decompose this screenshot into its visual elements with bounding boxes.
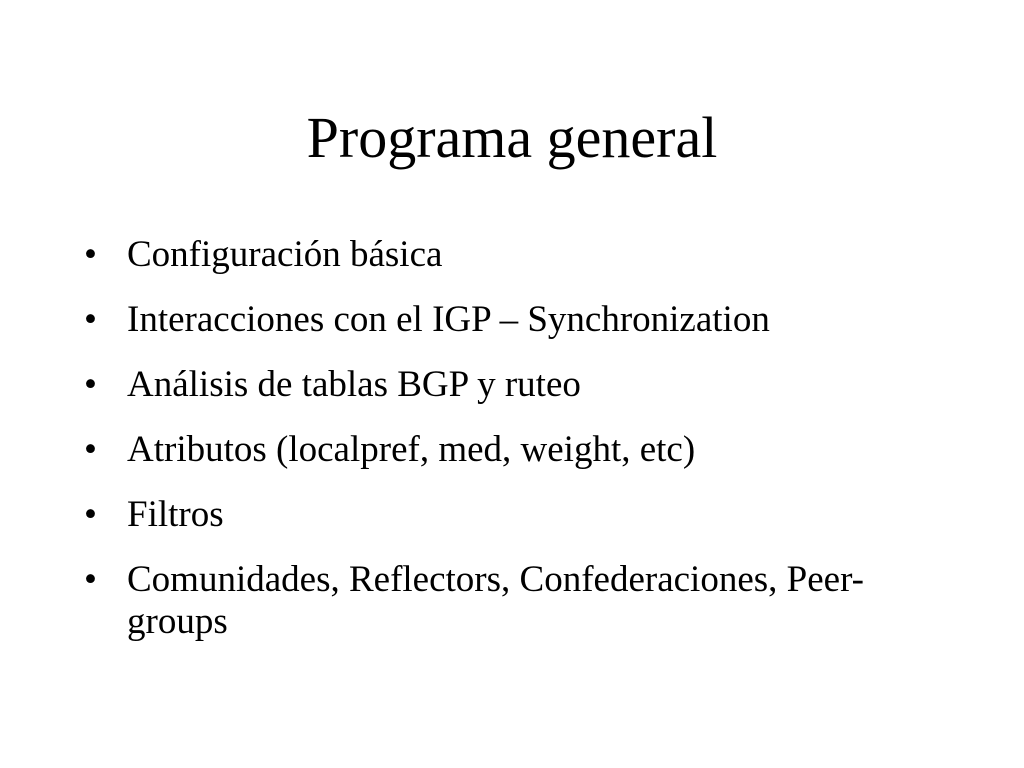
list-item [84, 494, 964, 536]
list-item [84, 234, 964, 276]
bullet-text: Comunidades, Reflectors, Confederaciones, Peer-groups [127, 559, 864, 642]
list-item [84, 364, 964, 406]
list-item [84, 429, 964, 471]
bullet-icon: • [84, 234, 97, 275]
slide-title: Programa general [306, 105, 718, 170]
bullet-icon: • [84, 299, 97, 340]
list-item [84, 299, 964, 341]
list-item [84, 559, 964, 643]
bullet-text: Filtros [127, 494, 224, 535]
bullet-icon: • [84, 429, 97, 470]
bullet-text: Configuración básica [127, 234, 443, 275]
bullet-text: Atributos (localpref, med, weight, etc) [127, 429, 696, 470]
bullet-text: Interacciones con el IGP – Synchronization [127, 299, 770, 340]
bullet-list [84, 234, 964, 666]
bullet-icon: • [84, 494, 97, 535]
bullet-text: Análisis de tablas BGP y ruteo [127, 364, 581, 405]
bullet-icon: • [84, 559, 97, 600]
bullet-icon: • [84, 364, 97, 405]
